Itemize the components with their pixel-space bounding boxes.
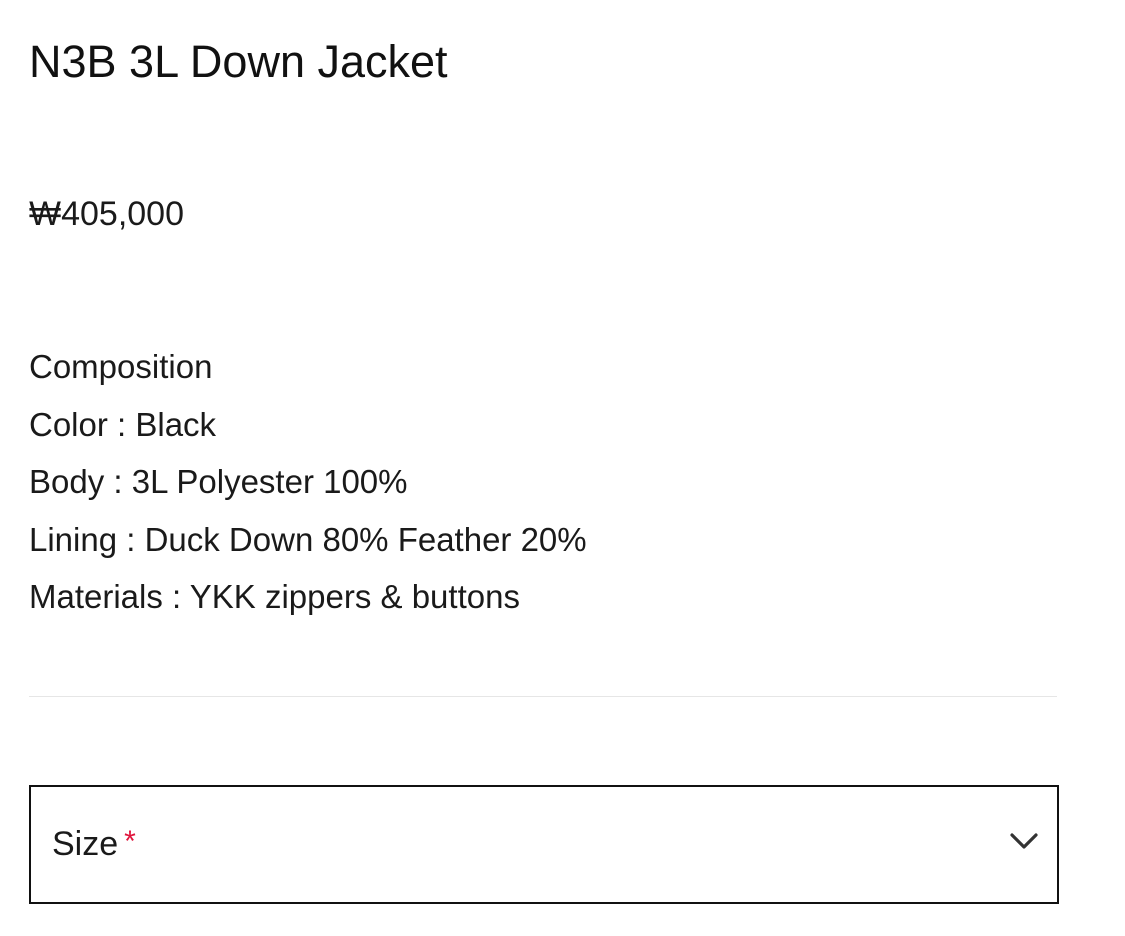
- required-mark: *: [124, 825, 136, 858]
- composition-lining: Lining : Duck Down 80% Feather 20%: [29, 520, 587, 558]
- composition-details: [29, 338, 587, 626]
- composition-materials: Materials : YKK zippers & buttons: [29, 578, 520, 615]
- section-divider: [29, 696, 1057, 697]
- composition-color: Color : Black: [29, 405, 217, 443]
- product-title: N3B 3L Down Jacket: [29, 36, 448, 87]
- product-price: ₩405,000: [29, 195, 184, 233]
- chevron-down-icon: [1009, 831, 1039, 851]
- composition-heading: Composition: [29, 348, 213, 385]
- size-select-label: [52, 824, 136, 866]
- composition-body: Body : 3L Polyester 100%: [29, 463, 408, 500]
- size-select[interactable]: [29, 785, 1059, 904]
- size-label-text: Size: [52, 825, 119, 863]
